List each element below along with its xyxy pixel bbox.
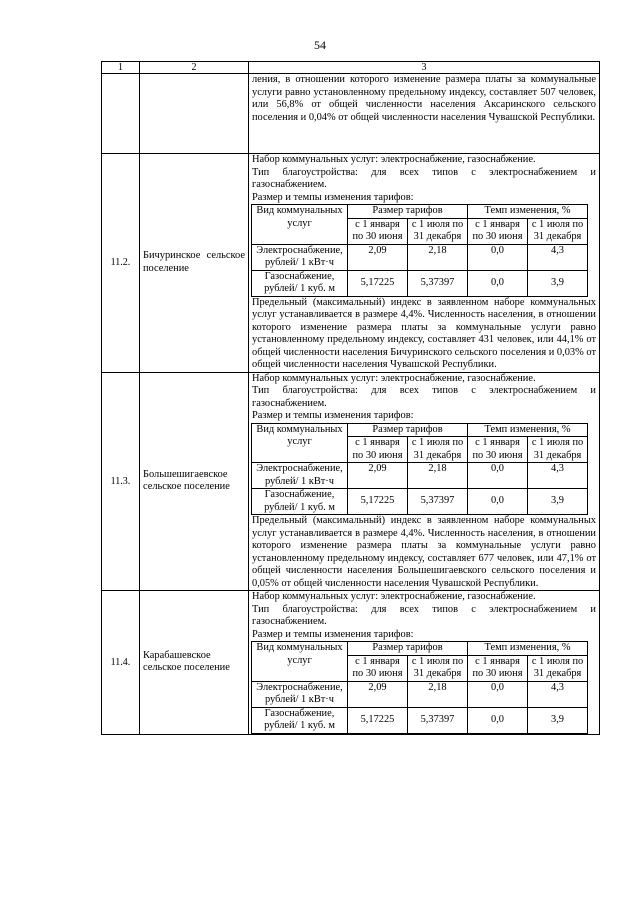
col-jul: с 1 июля по 31 декабря [528,218,588,244]
elec-value: 2,09 [348,681,408,707]
elec-value: 0,0 [468,463,528,489]
gas-value: 0,0 [468,270,528,296]
tariff-table [251,204,588,297]
elec-value: 0,0 [468,681,528,707]
page-number: 54 [314,38,326,52]
tariff-table [251,423,588,516]
header-col-1: 1 [102,62,140,74]
col-jan: с 1 января по 30 июня [468,655,528,681]
settlement-name: Карабашевское сельское поселение [140,591,249,735]
gas-label: Газоснабжение, рублей/ 1 куб. м [252,707,348,733]
col-vid: Вид коммунальных услуг [252,642,348,682]
col-rate: Темп изменения, % [468,423,588,437]
settlement-row [102,372,600,591]
col-jan: с 1 января по 30 июня [468,437,528,463]
continuation-name [140,74,249,154]
continuation-num [102,74,140,154]
settlement-content [249,591,600,735]
gas-value: 5,37397 [408,489,468,515]
tariff-table [251,641,588,734]
footer-text: Предельный (максимальный) индекс в заявленном наборе коммунальных услуг устанавливается в размере 4,4%. Численность населения, в отношении которого изменение размера платы за коммунальные услуги равно установленному предельному индексу, составляет 677 человек, или 47,1% от общей численности населения Большешигаевского сельского поселения и 0,05% от общей численности населения Чувашской Республики. [252,515,596,589]
rates-line: Размер и темпы изменения тарифов: [252,410,414,421]
elec-label: Электроснабжение, рублей/ 1 кВт·ч [252,681,348,707]
elec-value: 4,3 [528,463,588,489]
rates-line: Размер и темпы изменения тарифов: [252,628,414,640]
col-jul: с 1 июля по 31 декабря [528,437,588,463]
col-jul: с 1 июля по 31 декабря [408,437,468,463]
elec-value: 2,09 [348,463,408,489]
col-jan: с 1 января по 30 июня [348,655,408,681]
header-col-2: 2 [140,62,249,74]
services-line: Набор коммунальных услуг: электроснабжение, газоснабжение. [252,591,536,602]
settlement-row [102,591,600,735]
gas-value: 5,37397 [408,707,468,733]
col-size: Размер тарифов [348,642,468,656]
col-jan: с 1 января по 30 июня [468,218,528,244]
col-vid: Вид коммунальных услуг [252,423,348,463]
settlement-num: 11.3. [102,372,140,591]
settlement-name: Бичуринское сельское поселение [140,154,249,373]
settlement-row [102,154,600,373]
gas-value: 3,9 [528,707,588,733]
type-line: Тип благоустройства: для всех типов с электроснабжением и газоснабжением. [252,603,596,627]
settlement-content [249,372,600,591]
gas-value: 0,0 [468,489,528,515]
gas-value: 5,17225 [348,489,408,515]
col-jan: с 1 января по 30 июня [348,437,408,463]
gas-label: Газоснабжение, рублей/ 1 куб. м [252,489,348,515]
elec-value: 2,18 [408,681,468,707]
gas-value: 3,9 [528,489,588,515]
col-rate: Темп изменения, % [468,205,588,219]
elec-value: 0,0 [468,244,528,270]
continuation-row [102,74,600,154]
settlement-num: 11.2. [102,154,140,373]
type-line: Тип благоустройства: для всех типов с электроснабжением и газоснабжением. [252,385,596,409]
gas-value: 0,0 [468,707,528,733]
footer-text: Предельный (максимальный) индекс в заявленном наборе коммунальных услуг устанавливается в размере 4,4%. Численность населения, в отношении которого изменение размера платы за коммунальные услуги равно установленному предельному индексу, составляет 431 человек, или 44,1% от общей численности населения Бичуринского сельского поселения и 0,03% от общей численности населения Чувашской Республики. [252,296,596,370]
settlement-name: Большешигаевское сельское поселение [140,372,249,591]
continuation-text: ления, в отношении которого изменение размера платы за коммунальные услуги равно установленному предельному индексу, составляет 507 человек, или 56,8% от общей численности населения Аксаринского сельского поселения и 0,04% от общей численности населения Чувашской Республики. [252,74,596,123]
gas-label: Газоснабжение, рублей/ 1 куб. м [252,270,348,296]
elec-value: 2,18 [408,463,468,489]
gas-value: 5,37397 [408,270,468,296]
elec-value: 2,18 [408,244,468,270]
col-size: Размер тарифов [348,205,468,219]
col-vid: Вид коммунальных услуг [252,205,348,245]
type-line: Тип благоустройства: для всех типов с электроснабжением и газоснабжением. [252,166,596,190]
gas-value: 3,9 [528,270,588,296]
col-jul: с 1 июля по 31 декабря [408,218,468,244]
col-jul: с 1 июля по 31 декабря [408,655,468,681]
main-table [101,61,600,735]
col-rate: Темп изменения, % [468,642,588,656]
settlement-num: 11.4. [102,591,140,735]
elec-label: Электроснабжение, рублей/ 1 кВт·ч [252,244,348,270]
col-jul: с 1 июля по 31 декабря [528,655,588,681]
col-jan: с 1 января по 30 июня [348,218,408,244]
elec-value: 4,3 [528,244,588,270]
elec-value: 2,09 [348,244,408,270]
header-row [102,62,600,74]
gas-value: 5,17225 [348,707,408,733]
services-line: Набор коммунальных услуг: электроснабжение, газоснабжение. [252,154,536,165]
continuation-content [249,74,600,154]
gas-value: 5,17225 [348,270,408,296]
elec-value: 4,3 [528,681,588,707]
col-size: Размер тарифов [348,423,468,437]
services-line: Набор коммунальных услуг: электроснабжение, газоснабжение. [252,372,536,384]
settlement-content [249,154,600,373]
elec-label: Электроснабжение, рублей/ 1 кВт·ч [252,463,348,489]
rates-line: Размер и темпы изменения тарифов: [252,191,414,203]
header-col-3: 3 [249,62,600,74]
